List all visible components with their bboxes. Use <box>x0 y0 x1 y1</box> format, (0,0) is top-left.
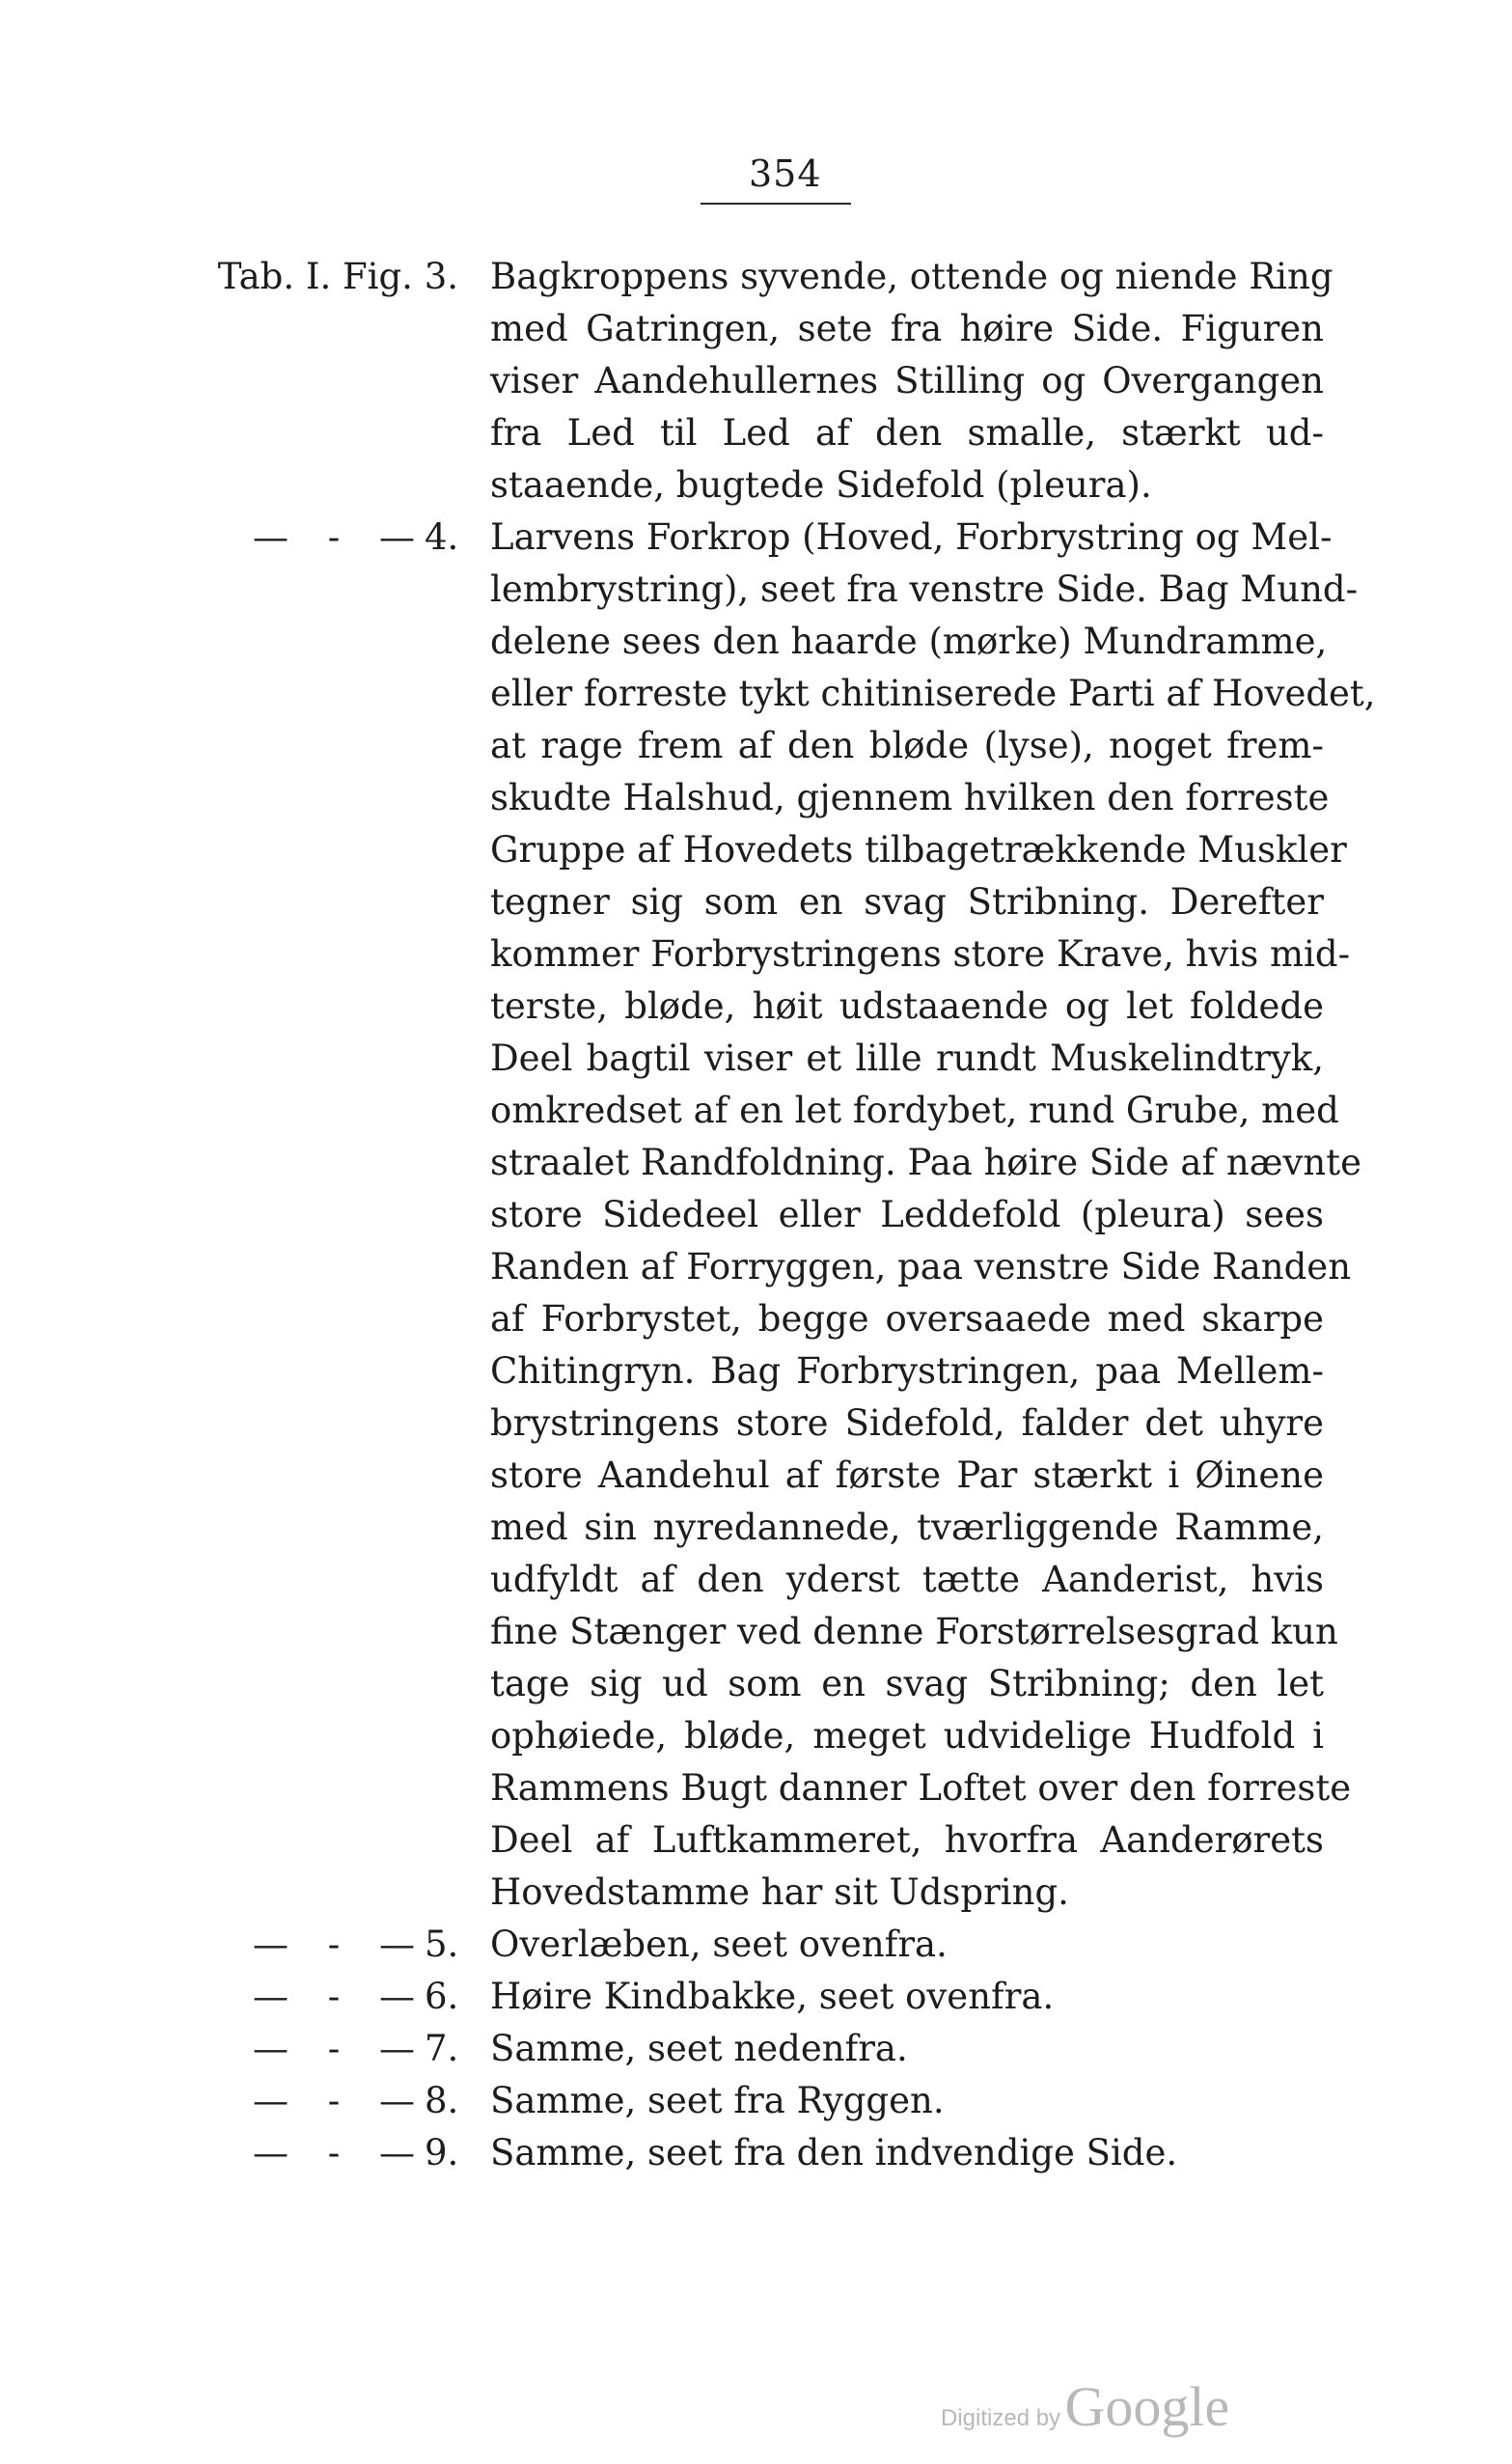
text-line: Bagkroppens syvende, ottende og niende Ring <box>490 256 1333 297</box>
ditto-dashes: — - — <box>253 1976 415 2017</box>
text-line: Hovedstamme har sit Udspring. <box>490 1871 1069 1913</box>
figure-number: 4. <box>425 516 459 558</box>
text-line: Chitingryn. Bag Forbrystringen, paa Mellem- <box>490 1350 1324 1392</box>
text-line: lembrystring), seet fra venstre Side. Bag Mund- <box>490 568 1359 610</box>
text-line: Deel af Luftkammeret, hvorfra Aanderørets <box>490 1819 1324 1861</box>
text-line: Deel bagtil viser et lille rundt Muskelindtryk, <box>490 1038 1324 1079</box>
text-line: brystringens store Sidefold, falder det uhyre <box>490 1402 1324 1444</box>
text-line: Samme, seet nedenfra. <box>490 2028 908 2069</box>
entry-text <box>490 2023 1324 2075</box>
ditto-dashes: — - — <box>253 2080 415 2121</box>
text-line: staaende, bugtede Sidefold (pleura). <box>490 464 1152 506</box>
text-line: Randen af Forryggen, paa venstre Side Randen <box>490 1246 1352 1287</box>
figure-number: 7. <box>425 2028 459 2069</box>
text-line: Overlæben, seet ovenfra. <box>490 1924 948 1965</box>
google-logo: Google <box>1064 2375 1230 2438</box>
text-line: omkredset af en let fordybet, rund Grube, med <box>490 1090 1339 1131</box>
text-line: Høire Kindbakke, seet ovenfra. <box>490 1976 1055 2017</box>
entry-text <box>490 251 1333 512</box>
text-line: fra Led til Led af den smalle, stærkt ud- <box>490 412 1324 454</box>
entry-text <box>490 2075 1324 2127</box>
figure-number: 8. <box>425 2080 459 2121</box>
text-line: Larvens Forkrop (Hoved, Forbrystring og Mel- <box>490 516 1333 558</box>
ditto-dashes: — - — <box>253 516 415 558</box>
text-line: ophøiede, bløde, meget udvidelige Hudfold i <box>490 1715 1324 1757</box>
text-line: tegner sig som en svag Stribning. Derefter <box>490 881 1324 923</box>
text-line: Gruppe af Hovedets tilbagetrækkende Muskler <box>490 829 1347 871</box>
text-line: eller forreste tykt chitiniserede Parti af Hovedet, <box>490 673 1376 714</box>
text-line: Samme, seet fra den indvendige Side. <box>490 2132 1178 2173</box>
figure-number: 5. <box>425 1924 459 1965</box>
entry-text <box>490 1919 1324 1971</box>
text-line: med sin nyredannede, tværliggende Ramme, <box>490 1507 1324 1548</box>
text-line: med Gatringen, sete fra høire Side. Figuren <box>490 308 1324 349</box>
text-line: store Aandehul af første Par stærkt i Øinene <box>490 1454 1324 1496</box>
entry-text <box>490 1971 1324 2023</box>
text-line: skudte Halshud, gjennem hvilken den forreste <box>490 777 1330 818</box>
text-line: store Sidedeel eller Leddefold (pleura) sees <box>490 1194 1324 1235</box>
text-line: straalet Randfoldning. Paa høire Side af nævnte <box>490 1142 1362 1183</box>
text-line: at rage frem af den bløde (lyse), noget frem- <box>490 725 1324 766</box>
text-line: fine Stænger ved denne Forstørrelsesgrad kun <box>490 1611 1338 1652</box>
watermark-prefix: Digitized by <box>941 2405 1061 2431</box>
page-number: 354 <box>749 152 822 195</box>
ditto-dashes: — - — <box>253 2132 415 2173</box>
text-line: tage sig ud som en svag Stribning; den let <box>490 1663 1324 1704</box>
text-line: terste, bløde, høit udstaaende og let foldede <box>490 985 1324 1027</box>
entry-text <box>490 2127 1324 2179</box>
text-line: Samme, seet fra Ryggen. <box>490 2080 945 2121</box>
text-line: kommer Forbrystringens store Krave, hvis mid- <box>490 933 1351 975</box>
text-line: Rammens Bugt danner Loftet over den forreste <box>490 1767 1352 1809</box>
entry-text <box>490 512 1376 1919</box>
page-number-rule <box>701 203 851 205</box>
digitized-watermark <box>941 2374 1229 2439</box>
figure-reference: Tab. I. Fig. 3. <box>217 256 458 297</box>
text-line: delene sees den haarde (mørke) Mundramme, <box>490 621 1328 662</box>
ditto-dashes: — - — <box>253 1924 415 1965</box>
text-line: viser Aandehullernes Stilling og Overgangen <box>490 360 1324 401</box>
text-line: udfyldt af den yderst tætte Aanderist, hvis <box>490 1559 1324 1600</box>
figure-number: 6. <box>425 1976 459 2017</box>
ditto-dashes: — - — <box>253 2028 415 2069</box>
text-line: af Forbrystet, begge oversaaede med skarpe <box>490 1298 1324 1340</box>
figure-number: 9. <box>425 2132 459 2173</box>
